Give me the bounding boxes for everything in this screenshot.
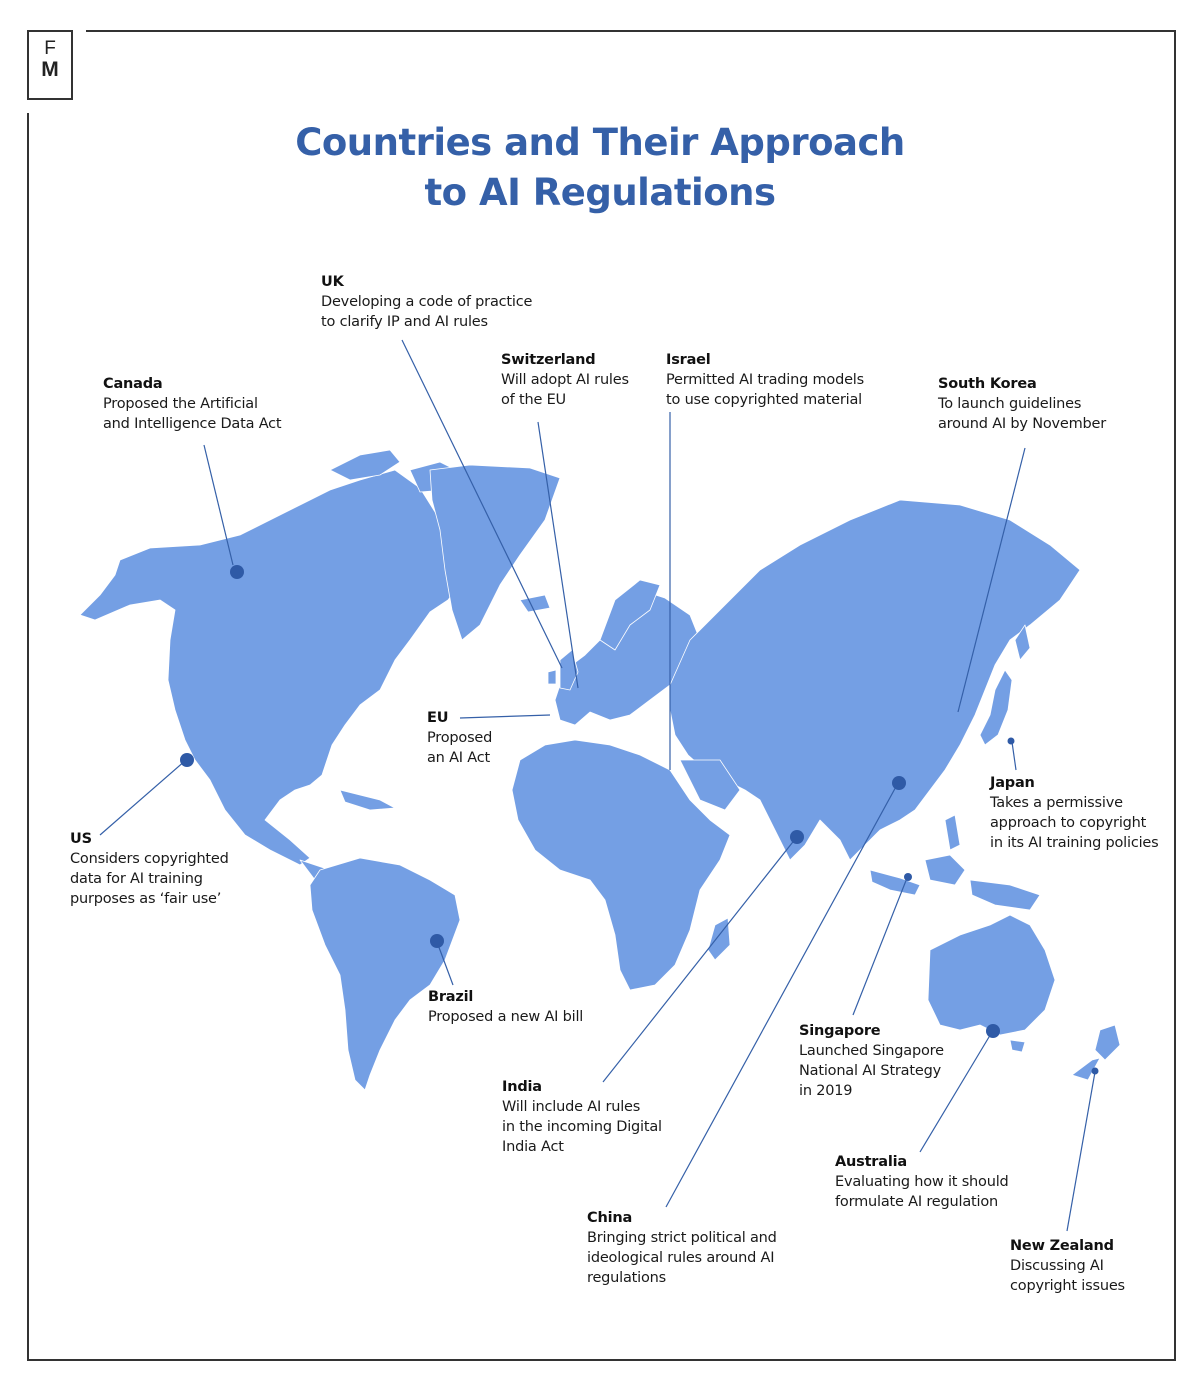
leader-line-new-zealand (1067, 1072, 1095, 1231)
country-desc-line: to clarify IP and AI rules (321, 314, 488, 330)
country-name: China (587, 1210, 633, 1226)
country-desc-line: Permitted AI trading models (666, 372, 864, 388)
marker-new-zealand (1092, 1068, 1099, 1075)
country-desc-line: in 2019 (799, 1083, 853, 1099)
country-desc-line: Takes a permissive (990, 795, 1123, 811)
country-desc-line: data for AI training (70, 871, 203, 887)
logo-letter-m: M (41, 58, 59, 81)
marker-australia (986, 1024, 1000, 1038)
country-desc-line: regulations (587, 1270, 667, 1286)
logo-letter-f: F (44, 38, 56, 59)
label-australia (835, 1152, 1009, 1212)
country-desc-line: purposes as ‘fair use’ (70, 891, 222, 907)
greenland-landmass (430, 465, 560, 640)
country-desc-line: India Act (502, 1139, 564, 1155)
label-canada (103, 374, 281, 434)
country-name: Japan (990, 775, 1035, 791)
australia-landmass (928, 915, 1055, 1035)
title-line-2: to AI Regulations (424, 171, 776, 214)
country-desc-line: in its AI training policies (990, 835, 1159, 851)
marker-china (892, 776, 906, 790)
label-china (587, 1208, 777, 1288)
leader-line-switzerland (538, 422, 578, 688)
country-desc-line: Developing a code of practice (321, 294, 533, 310)
country-name: US (70, 831, 92, 847)
country-desc-line: of the EU (501, 392, 566, 408)
country-desc-line: formulate AI regulation (835, 1194, 998, 1210)
leader-line-japan (1012, 742, 1016, 770)
label-us (70, 829, 229, 909)
marker-japan (1008, 738, 1015, 745)
country-name: Canada (103, 376, 163, 392)
country-desc-line: and Intelligence Data Act (103, 416, 282, 432)
new-zealand-landmass (1095, 1025, 1120, 1060)
country-desc-line: Considers copyrighted (70, 851, 229, 867)
marker-canada (230, 565, 244, 579)
label-south-korea (938, 374, 1106, 434)
country-desc-line: Proposed the Artificial (103, 396, 258, 412)
country-desc-line: Proposed a new AI bill (428, 1009, 584, 1025)
marker-india (790, 830, 804, 844)
country-desc-line: copyright issues (1010, 1278, 1125, 1294)
country-desc-line: Evaluating how it should (835, 1174, 1009, 1190)
country-name: Israel (666, 352, 711, 368)
country-desc-line: around AI by November (938, 416, 1107, 432)
country-name: South Korea (938, 376, 1037, 392)
country-name: Switzerland (501, 352, 596, 368)
country-desc-line: Will adopt AI rules (501, 372, 629, 388)
country-desc-line: Bringing strict political and (587, 1230, 777, 1246)
country-desc-line: ideological rules around AI (587, 1250, 775, 1266)
label-uk (321, 272, 532, 332)
title-line-1: Countries and Their Approach (295, 121, 905, 164)
leader-line-singapore (853, 878, 907, 1015)
country-desc-line: To launch guidelines (938, 396, 1082, 412)
label-switzerland (501, 350, 629, 410)
marker-us (180, 753, 194, 767)
country-desc-line: Launched Singapore (799, 1043, 944, 1059)
country-desc-line: an AI Act (427, 750, 491, 766)
country-desc-line: Discussing AI (1010, 1258, 1104, 1274)
label-eu (427, 708, 492, 768)
south-america-landmass (310, 858, 460, 1090)
country-desc-line: National AI Strategy (799, 1063, 941, 1079)
country-name: EU (427, 710, 449, 726)
label-israel (666, 350, 864, 410)
label-japan (990, 773, 1159, 853)
north-america-landmass (80, 470, 470, 865)
country-name: Australia (835, 1154, 907, 1170)
country-name: Singapore (799, 1023, 881, 1039)
country-desc-line: in the incoming Digital (502, 1119, 662, 1135)
country-name: UK (321, 274, 344, 290)
country-name: Brazil (428, 989, 474, 1005)
country-desc-line: to use copyrighted material (666, 392, 862, 408)
label-new-zealand (1010, 1236, 1125, 1296)
leader-line-us (100, 760, 186, 835)
country-name: India (502, 1079, 542, 1095)
country-desc-line: Proposed (427, 730, 493, 746)
label-brazil (428, 987, 583, 1027)
marker-brazil (430, 934, 444, 948)
label-singapore (799, 1021, 944, 1101)
country-desc-line: Will include AI rules (502, 1099, 641, 1115)
marker-singapore (904, 873, 912, 881)
country-name: New Zealand (1010, 1238, 1114, 1254)
country-desc-line: approach to copyright (990, 815, 1147, 831)
label-india (502, 1077, 662, 1157)
